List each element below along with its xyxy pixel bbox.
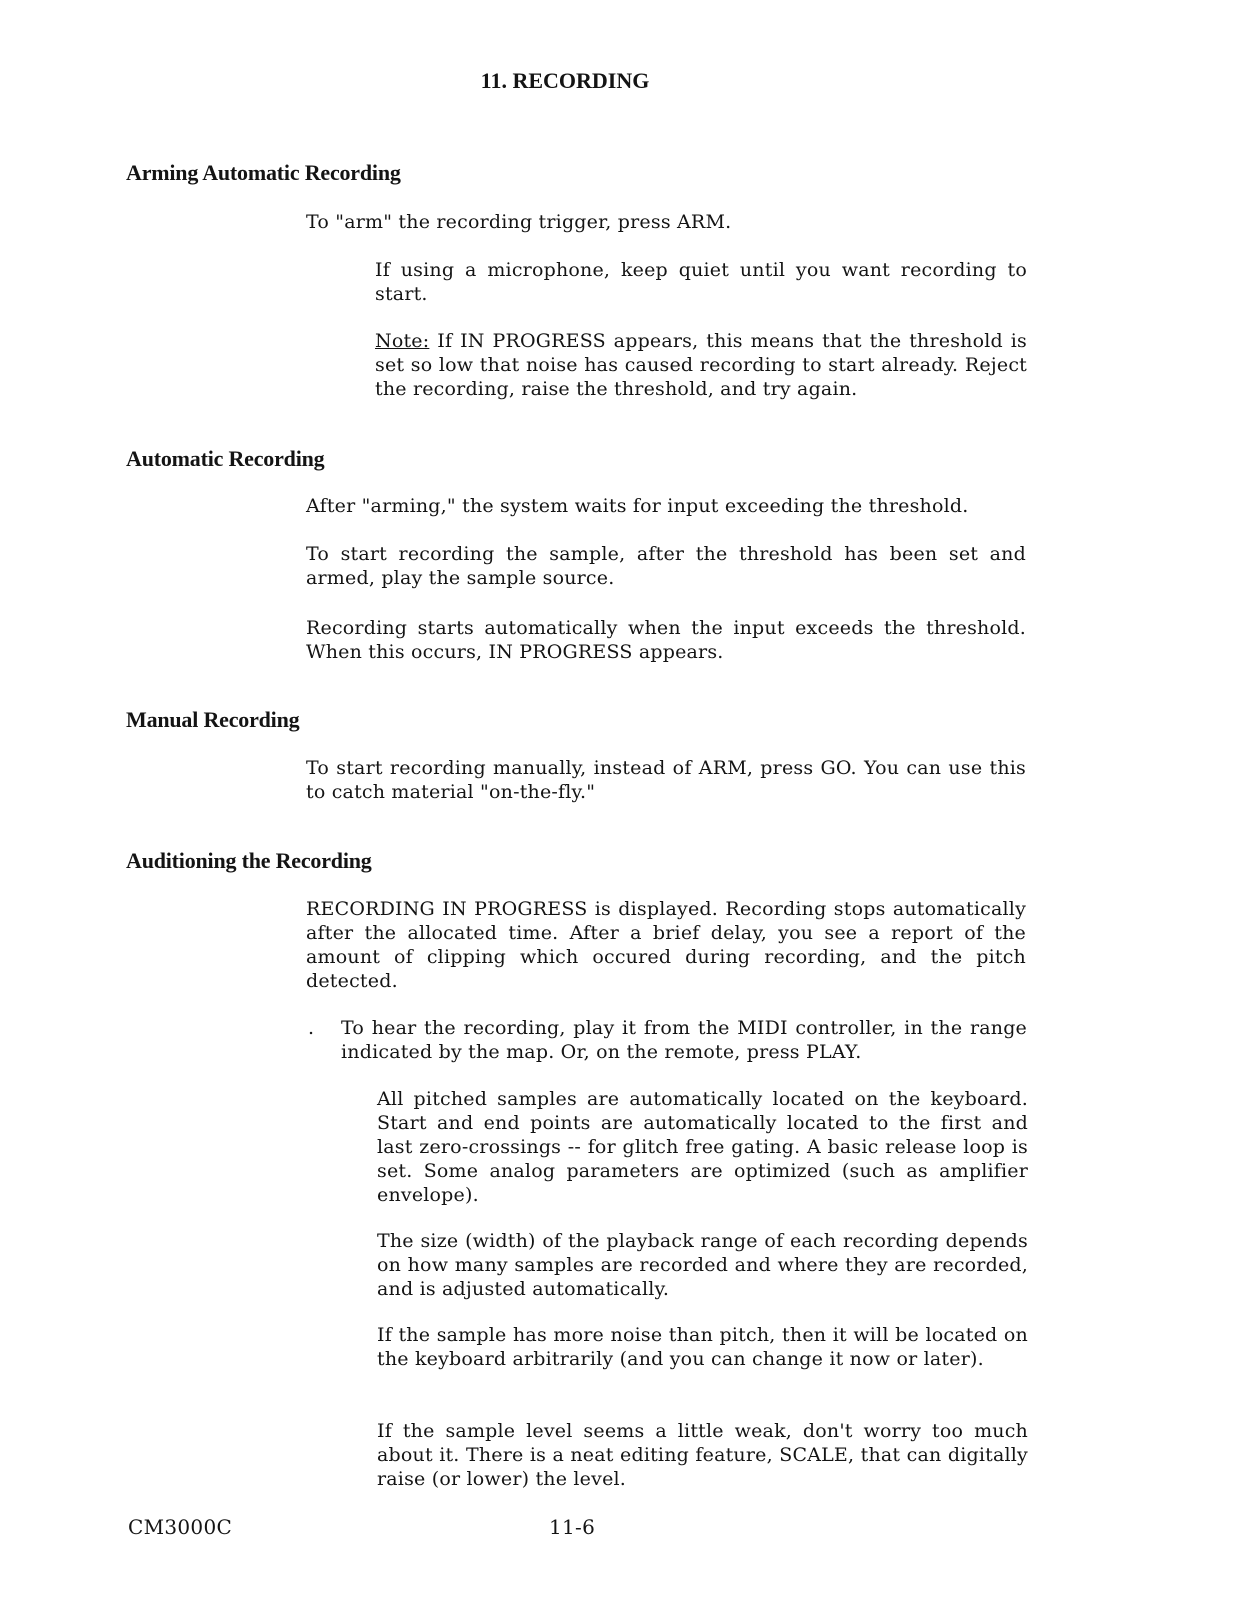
manual-paragraph-1: To start recording manually, instead of ARM, press GO. You can use this to catch material "on-the-fly." [306,757,1026,803]
automatic-paragraph-3: Recording starts automatically when the input exceeds the threshold. When this occurs, IN PROGRESS appears. [306,617,1026,663]
auditioning-paragraph-3: The size (width) of the playback range of each recording depends on how many samples are recorded and where they are recorded, and is adjusted automatically. [377,1230,1028,1300]
auditioning-paragraph-5: If the sample level seems a little weak, don't worry too much about it. There is a neat editing feature, SCALE, that can digitally raise (or lower) the level. [377,1420,1028,1490]
auditioning-paragraph-1: RECORDING IN PROGRESS is displayed. Recording stops automatically after the allocated time. After a brief delay, you see a report of the amount of clipping which occured during recording, and the pitch detected. [306,898,1026,992]
automatic-paragraph-2: To start recording the sample, after the threshold has been set and armed, play the sample source. [306,543,1026,589]
heading-manual-recording: Manual Recording [126,707,300,732]
arming-paragraph-1: To "arm" the recording trigger, press ARM. [306,211,732,233]
heading-auditioning-the-recording: Auditioning the Recording [126,848,372,873]
automatic-paragraph-1: After "arming," the system waits for input exceeding the threshold. [306,495,969,517]
footer-document-id: CM3000C [128,1515,233,1539]
auditioning-bullet-item: To hear the recording, play it from the MIDI controller, in the range indicated by the map. Or, on the remote, press PLAY. [341,1017,1027,1063]
heading-arming-automatic-recording: Arming Automatic Recording [126,160,401,185]
auditioning-paragraph-4: If the sample has more noise than pitch, then it will be located on the keyboard arbitrarily (and you can change it now or later). [377,1324,1028,1370]
note-label: Note: [375,330,430,352]
note-text: If IN PROGRESS appears, this means that the threshold is set so low that noise has caused recording to start already. Reject the recording, raise the threshold, and try again. [375,330,1027,400]
footer-page-number: 11-6 [549,1515,596,1539]
heading-automatic-recording: Automatic Recording [126,446,325,471]
arming-note [375,329,1027,401]
page-title: 11. RECORDING [480,68,650,93]
bullet-marker: . [308,1017,315,1039]
auditioning-paragraph-2: All pitched samples are automatically located on the keyboard. Start and end points are automatically located to the first and last zero-crossings -- for glitch free gating. A basic release loop is set. Some analog parameters are optimized (such as amplifier envelope). [377,1088,1028,1206]
arming-paragraph-2: If using a microphone, keep quiet until you want recording to start. [375,259,1027,305]
